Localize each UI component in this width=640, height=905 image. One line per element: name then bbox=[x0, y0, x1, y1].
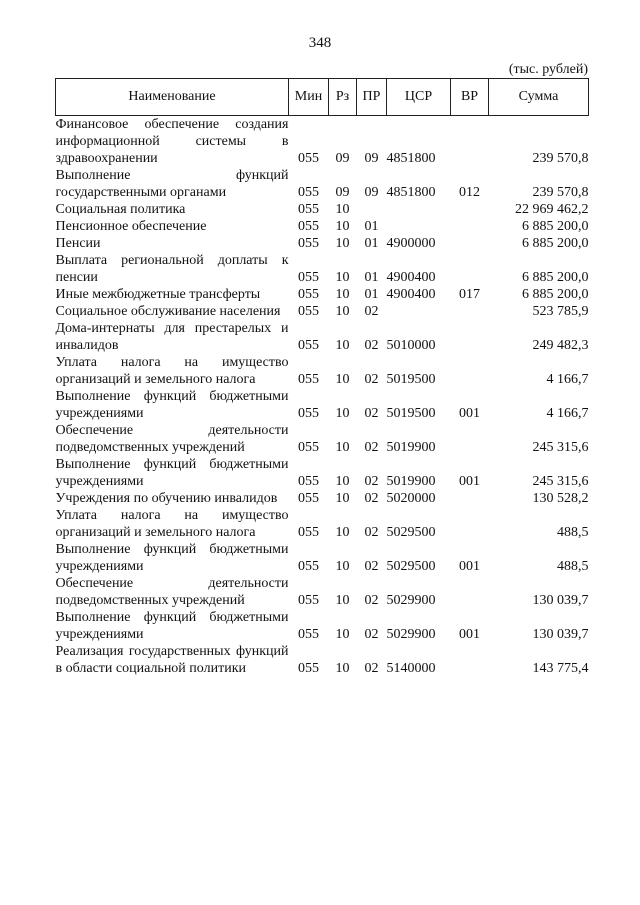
cell-sum: 6 885 200,0 bbox=[522, 236, 589, 251]
cell-rz: 09 bbox=[335, 185, 350, 200]
table-row bbox=[56, 643, 589, 677]
cell-name: Социальное обслуживание населения bbox=[55, 304, 281, 319]
cell-pr: 09 bbox=[364, 151, 379, 166]
cell-rz: 10 bbox=[335, 219, 350, 234]
cell-vr bbox=[451, 235, 489, 252]
cell-name: Обеспечение деятельности подведомственных учреждений bbox=[55, 423, 289, 455]
table-row bbox=[56, 252, 589, 286]
table-row bbox=[56, 354, 589, 388]
table-row bbox=[56, 541, 589, 575]
table-row bbox=[56, 167, 589, 201]
table-row bbox=[56, 116, 589, 168]
cell-name: Выполнение функций бюджетными учреждениями bbox=[55, 457, 289, 489]
cell-min: 055 bbox=[298, 372, 319, 387]
cell-rz: 10 bbox=[335, 440, 350, 455]
cell-sum: 22 969 462,2 bbox=[515, 202, 589, 217]
cell-name: Социальная политика bbox=[55, 202, 186, 217]
cell-vr bbox=[451, 507, 489, 541]
cell-sum: 488,5 bbox=[557, 559, 589, 574]
cell-name: Выполнение функций государственными органами bbox=[55, 168, 289, 200]
cell-csr: 4900400 bbox=[386, 270, 436, 285]
cell-vr bbox=[451, 643, 489, 677]
cell-sum: 488,5 bbox=[557, 525, 589, 540]
cell-sum: 245 315,6 bbox=[532, 474, 589, 489]
cell-csr: 5019500 bbox=[386, 372, 436, 387]
cell-min: 055 bbox=[298, 559, 319, 574]
cell-vr: 001 bbox=[459, 406, 480, 421]
cell-csr: 5140000 bbox=[386, 661, 436, 676]
cell-pr: 02 bbox=[364, 440, 379, 455]
table-row bbox=[56, 303, 589, 320]
cell-rz: 10 bbox=[335, 491, 350, 506]
cell-min: 055 bbox=[298, 661, 319, 676]
cell-vr: 001 bbox=[459, 627, 480, 642]
cell-sum: 239 570,8 bbox=[532, 185, 589, 200]
cell-min: 055 bbox=[298, 304, 319, 319]
table-row bbox=[56, 235, 589, 252]
cell-sum: 6 885 200,0 bbox=[522, 287, 589, 302]
cell-min: 055 bbox=[298, 491, 319, 506]
cell-rz: 10 bbox=[335, 202, 350, 217]
table-row bbox=[56, 490, 589, 507]
cell-sum: 6 885 200,0 bbox=[522, 219, 589, 234]
cell-min: 055 bbox=[298, 287, 319, 302]
cell-sum: 143 775,4 bbox=[532, 661, 589, 676]
cell-name: Учреждения по обучению инвалидов bbox=[55, 491, 278, 506]
table-row bbox=[56, 286, 589, 303]
cell-rz: 10 bbox=[335, 270, 350, 285]
cell-vr bbox=[451, 252, 489, 286]
cell-min: 055 bbox=[298, 440, 319, 455]
cell-name: Пенсионное обеспечение bbox=[55, 219, 207, 234]
cell-csr: 5019900 bbox=[386, 474, 436, 489]
cell-min: 055 bbox=[298, 338, 319, 353]
cell-pr: 02 bbox=[364, 338, 379, 353]
cell-min: 055 bbox=[298, 202, 319, 217]
cell-sum: 130 039,7 bbox=[532, 627, 589, 642]
table-row bbox=[56, 609, 589, 643]
table-row bbox=[56, 575, 589, 609]
cell-vr bbox=[451, 320, 489, 354]
cell-name: Уплата налога на имущество организаций и земельного налога bbox=[55, 355, 289, 387]
cell-pr: 02 bbox=[364, 474, 379, 489]
cell-name: Пенсии bbox=[55, 236, 101, 251]
cell-rz: 10 bbox=[335, 525, 350, 540]
cell-sum: 4 166,7 bbox=[546, 372, 589, 387]
header-vr: ВР bbox=[451, 79, 489, 116]
cell-sum: 249 482,3 bbox=[532, 338, 589, 353]
cell-rz: 10 bbox=[335, 372, 350, 387]
cell-sum: 130 528,2 bbox=[532, 491, 589, 506]
cell-csr: 5019900 bbox=[386, 440, 436, 455]
cell-sum: 130 039,7 bbox=[532, 593, 589, 608]
cell-sum: 6 885 200,0 bbox=[522, 270, 589, 285]
page-number: 348 bbox=[308, 35, 332, 51]
cell-vr: 001 bbox=[459, 559, 480, 574]
units-note: (тыс. рублей) bbox=[508, 62, 588, 77]
cell-pr: 02 bbox=[364, 627, 379, 642]
cell-rz: 10 bbox=[335, 627, 350, 642]
cell-min: 055 bbox=[298, 185, 319, 200]
cell-min: 055 bbox=[298, 627, 319, 642]
cell-min: 055 bbox=[298, 270, 319, 285]
cell-rz: 10 bbox=[335, 406, 350, 421]
cell-vr: 001 bbox=[459, 474, 480, 489]
cell-csr: 5029500 bbox=[386, 525, 436, 540]
cell-sum: 523 785,9 bbox=[532, 304, 589, 319]
cell-vr bbox=[451, 201, 489, 218]
cell-rz: 10 bbox=[335, 304, 350, 319]
cell-name: Выполнение функций бюджетными учреждениями bbox=[55, 610, 289, 642]
header-name: Наименование bbox=[56, 79, 289, 116]
cell-csr: 5019500 bbox=[386, 406, 436, 421]
cell-csr bbox=[387, 201, 451, 218]
cell-name: Реализация государственных функций в области социальной политики bbox=[55, 644, 289, 676]
cell-pr: 02 bbox=[364, 661, 379, 676]
cell-name: Иные межбюджетные трансферты bbox=[55, 287, 261, 302]
cell-min: 055 bbox=[298, 525, 319, 540]
cell-pr: 01 bbox=[364, 270, 379, 285]
cell-name: Выполнение функций бюджетными учреждениями bbox=[55, 542, 289, 574]
cell-csr: 4851800 bbox=[386, 151, 436, 166]
header-rz: Рз bbox=[329, 79, 357, 116]
cell-vr bbox=[451, 218, 489, 235]
cell-pr: 02 bbox=[364, 559, 379, 574]
cell-vr: 012 bbox=[459, 185, 480, 200]
cell-name: Уплата налога на имущество организаций и земельного налога bbox=[55, 508, 289, 540]
cell-rz: 09 bbox=[335, 151, 350, 166]
cell-sum: 4 166,7 bbox=[546, 406, 589, 421]
cell-rz: 10 bbox=[335, 593, 350, 608]
cell-rz: 10 bbox=[335, 559, 350, 574]
cell-rz: 10 bbox=[335, 287, 350, 302]
cell-pr: 02 bbox=[364, 406, 379, 421]
cell-csr: 5029500 bbox=[386, 559, 436, 574]
cell-sum: 239 570,8 bbox=[532, 151, 589, 166]
cell-csr bbox=[387, 303, 451, 320]
cell-min: 055 bbox=[298, 236, 319, 251]
cell-name: Обеспечение деятельности подведомственных учреждений bbox=[55, 576, 289, 608]
cell-pr bbox=[357, 201, 387, 218]
cell-csr: 5010000 bbox=[386, 338, 436, 353]
cell-rz: 10 bbox=[335, 236, 350, 251]
cell-rz: 10 bbox=[335, 338, 350, 353]
table-row bbox=[56, 218, 589, 235]
table-row bbox=[56, 388, 589, 422]
cell-vr bbox=[451, 354, 489, 388]
table-row bbox=[56, 507, 589, 541]
cell-name: Дома-интернаты для престарелых и инвалидов bbox=[55, 321, 289, 353]
header-min: Мин bbox=[289, 79, 329, 116]
cell-vr bbox=[451, 116, 489, 168]
cell-csr: 5029900 bbox=[386, 627, 436, 642]
cell-min: 055 bbox=[298, 406, 319, 421]
cell-min: 055 bbox=[298, 474, 319, 489]
header-pr: ПР bbox=[357, 79, 387, 116]
table-row bbox=[56, 456, 589, 490]
cell-vr bbox=[451, 422, 489, 456]
cell-sum: 245 315,6 bbox=[532, 440, 589, 455]
table-row bbox=[56, 201, 589, 218]
cell-min: 055 bbox=[298, 219, 319, 234]
cell-vr bbox=[451, 490, 489, 507]
table-header-row bbox=[56, 79, 589, 116]
table-row bbox=[56, 320, 589, 354]
cell-pr: 02 bbox=[364, 304, 379, 319]
cell-rz: 10 bbox=[335, 474, 350, 489]
budget-table bbox=[55, 78, 589, 677]
cell-vr: 017 bbox=[459, 287, 480, 302]
cell-name: Выплата региональной доплаты к пенсии bbox=[55, 253, 289, 285]
cell-pr: 01 bbox=[364, 287, 379, 302]
cell-csr: 5029900 bbox=[386, 593, 436, 608]
cell-pr: 02 bbox=[364, 491, 379, 506]
cell-vr bbox=[451, 575, 489, 609]
cell-pr: 02 bbox=[364, 525, 379, 540]
cell-csr bbox=[387, 218, 451, 235]
cell-min: 055 bbox=[298, 593, 319, 608]
cell-pr: 02 bbox=[364, 593, 379, 608]
cell-pr: 01 bbox=[364, 236, 379, 251]
cell-min: 055 bbox=[298, 151, 319, 166]
cell-csr: 4851800 bbox=[386, 185, 436, 200]
cell-csr: 4900400 bbox=[386, 287, 436, 302]
header-csr: ЦСР bbox=[387, 79, 451, 116]
cell-pr: 02 bbox=[364, 372, 379, 387]
cell-pr: 01 bbox=[364, 219, 379, 234]
cell-vr bbox=[451, 303, 489, 320]
table-row bbox=[56, 422, 589, 456]
cell-csr: 4900000 bbox=[386, 236, 436, 251]
cell-name: Выполнение функций бюджетными учреждениями bbox=[55, 389, 289, 421]
cell-csr: 5020000 bbox=[386, 491, 436, 506]
cell-pr: 09 bbox=[364, 185, 379, 200]
cell-name: Финансовое обеспечение создания информационной системы в здравоохранении bbox=[55, 117, 289, 166]
header-sum: Сумма bbox=[489, 79, 589, 116]
cell-rz: 10 bbox=[335, 661, 350, 676]
